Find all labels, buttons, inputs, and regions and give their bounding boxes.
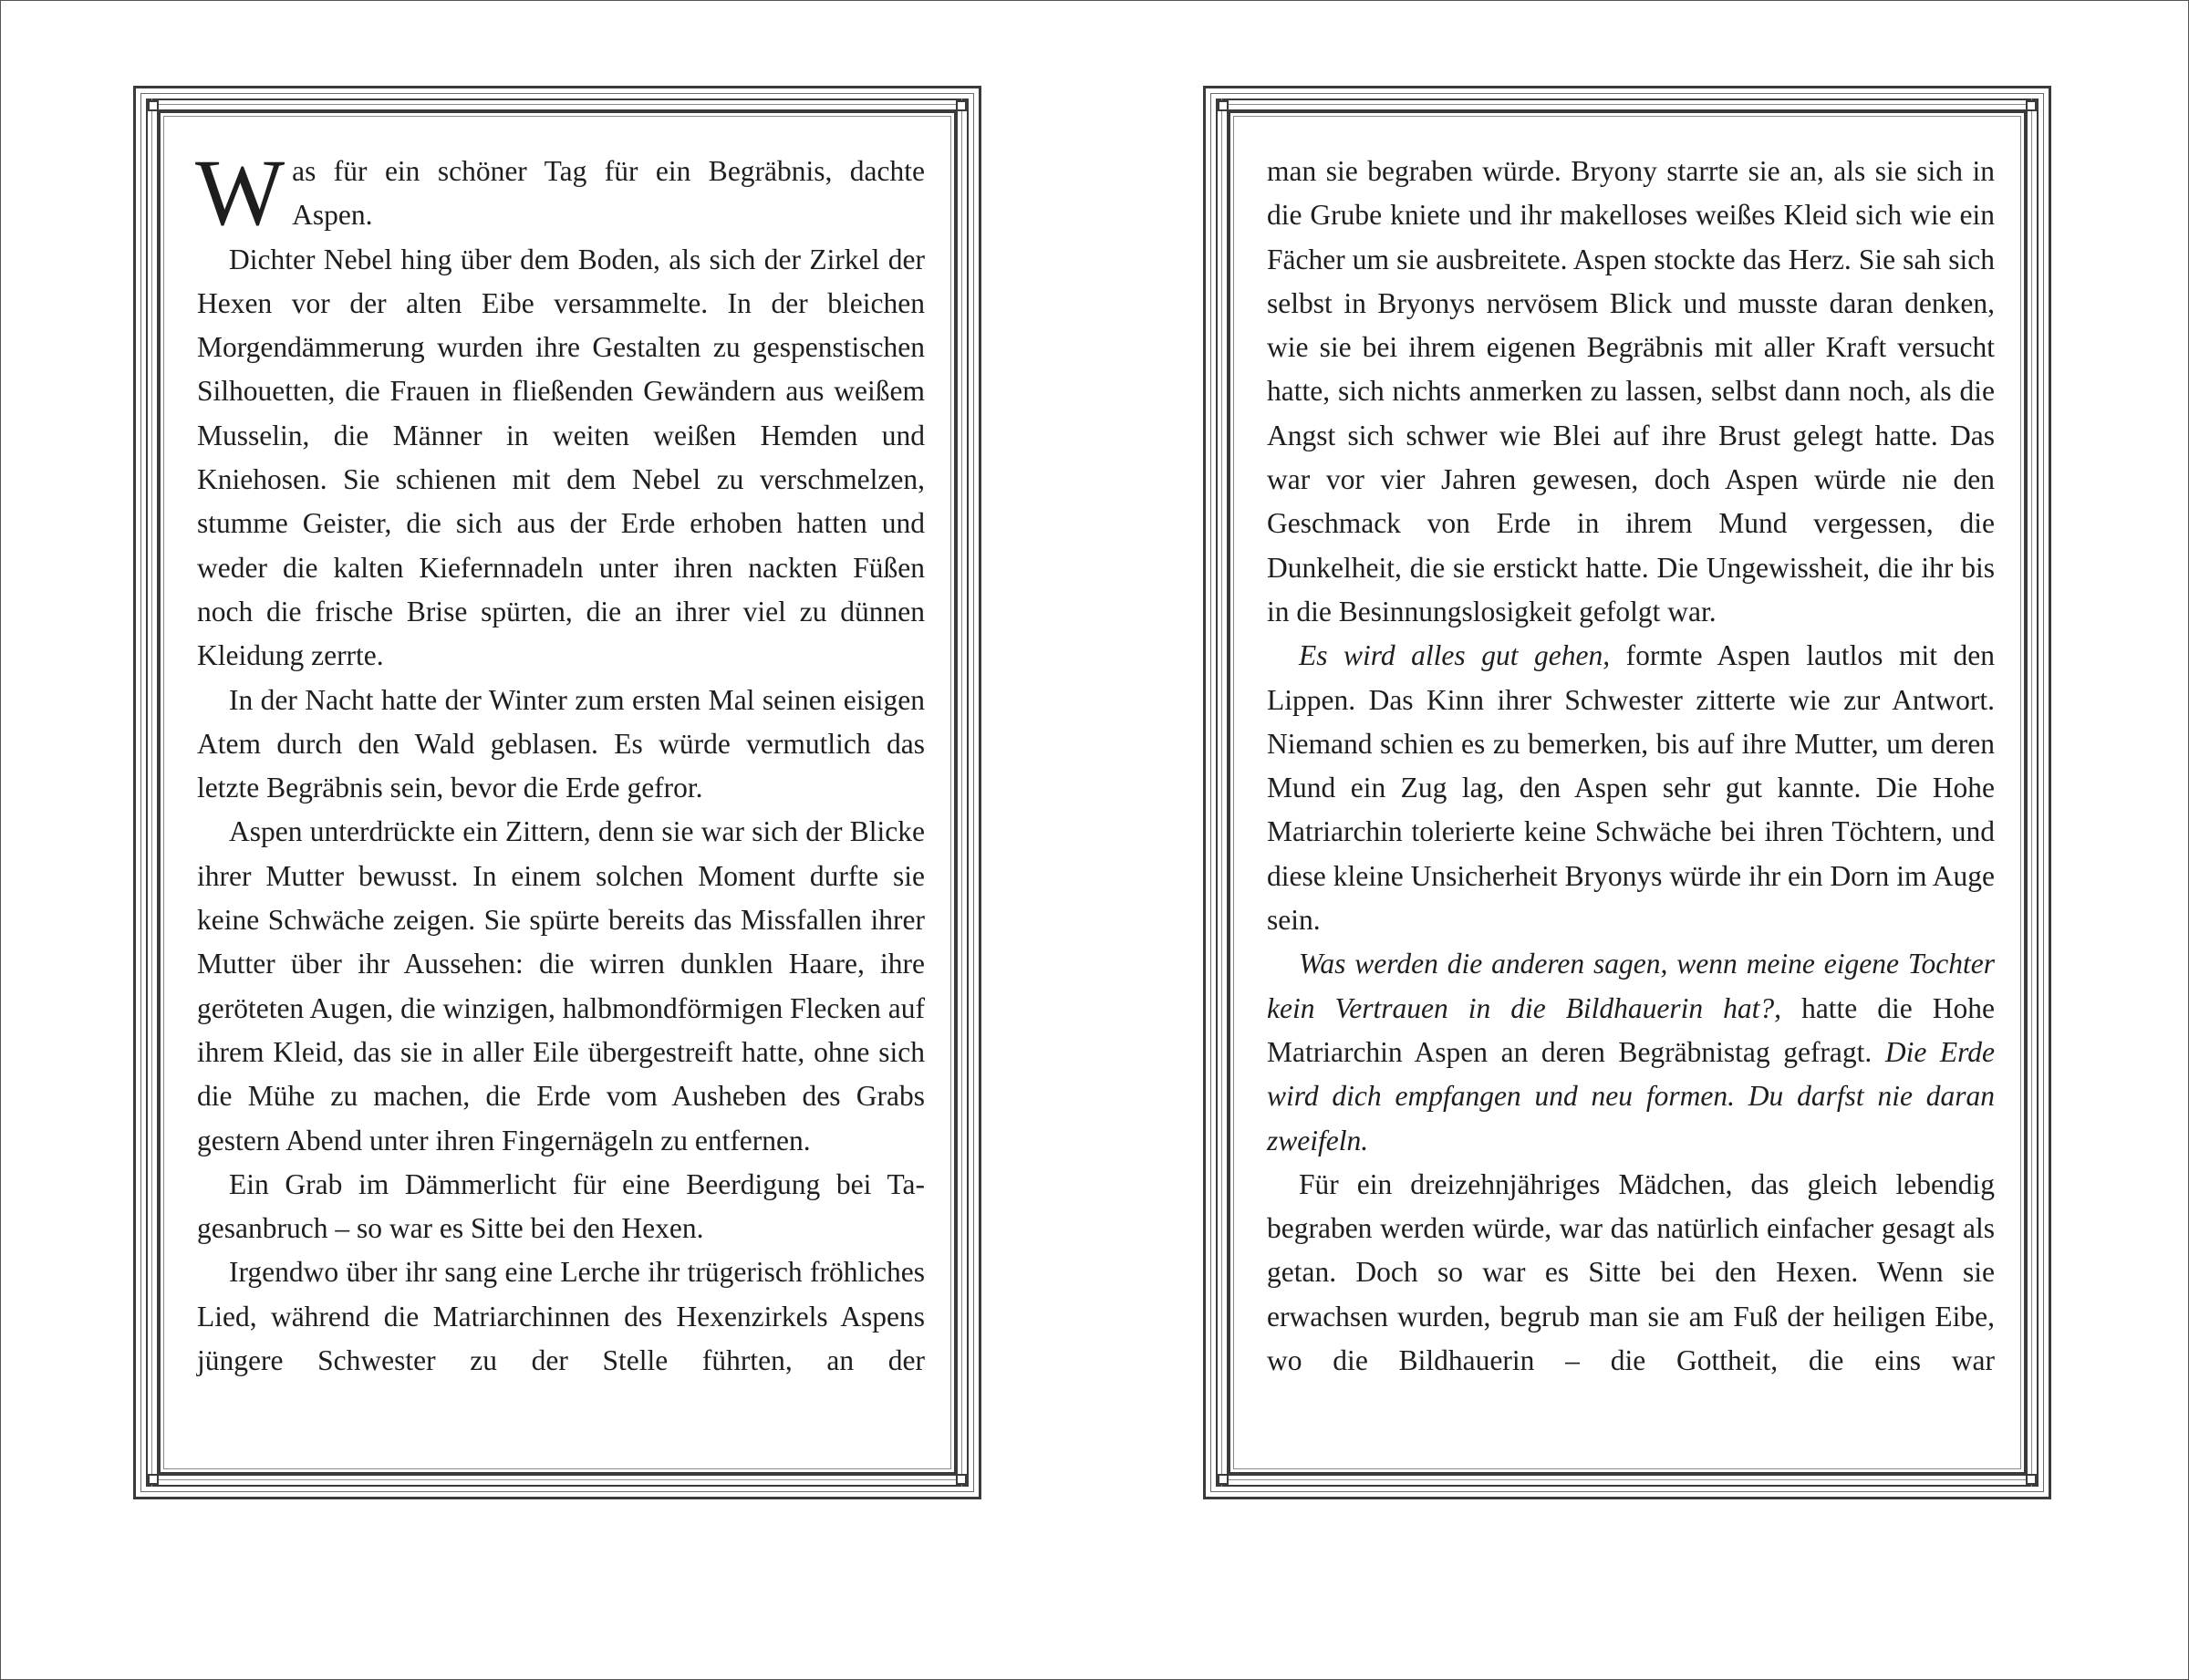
right-page [1203,86,2051,1499]
paragraph: Für ein dreizehnjähriges Mädchen, das gleich lebendig begraben werden würde, war das natürlich einfacher gesagt als getan. Doch so war es Sitte bei den Hexen. Wenn sie erwachsen wurden, begrub man sie am Fuß der heiligen Eibe, wo die Bildhauerin – die Gottheit, die eins war [1267,1167,1995,1377]
paragraph [1267,634,1995,942]
paragraph-text: hatte die Hohe Matriarchin Aspen an deren Begräbnistag gefragt. [1267,991,1995,1068]
paragraph-text: formte Aspen lautlos mit den Lippen. Das Kinn ihrer Schwester zitterte wie zur Antwort. Niemand schien es zu bemerken, bis auf ihre Mutter, um deren Mund ein Zug lag, den Aspen sehr gut kannte. Die Hohe Matriarchin tolerierte keine Schwäche bei ihren Töchtern, und diese kleine Unsicherheit Bryonys würde ihr ein Dorn im Auge sein. [1267,639,1995,937]
frame-border-top [146,99,969,111]
paragraph: Dichter Nebel hing über dem Boden, als sich der Zirkel der Hexen vor der alten Eibe versammelte. In der bleichen Morgendämmerung wurden ihre Gestalten zu gespenstischen Silhouetten, die Frauen in fließenden Gewändern aus weißem Musselin, die Männer in weiten weißen Hemden und Kniehosen. Sie schienen mit dem Nebel zu verschmelzen, stumme Geister, die sich aus der Erde erhoben hatten und weder die kalten Kiefernnadeln unter ihren nackten Füßen noch die frische Brise spürten, die an ihrer viel zu dünnen Kleidung zerrte. [197,243,925,672]
paragraph: Aspen unterdrückte ein Zittern, denn sie war sich der Blicke ihrer Mutter bewusst. In einem solchen Moment durfte sie keine Schwäche zeigen. Sie spürte bereits das Missfallen ihrer Mutter über ihr Aussehen: die wirren dunklen Haare, ihre geröteten Augen, die winzigen, halbmondförmigen Flecken auf ihrem Kleid, das sie in aller Eile übergestreift hatte, ohne sich die Mühe zu machen, die Erde vom Ausheben des Grabs gestern Abend unter ihren Fingernägeln zu entfernen. [197,815,925,1156]
right-page-text [1267,150,1995,1383]
frame-corner-ornament [2026,100,2037,111]
italic-text: Was werden die anderen sagen, wenn meine eigene Tochter kein Vertrauen in die Bildhauerin hat?, [1267,948,1995,1024]
frame-corner-ornament [1218,100,1229,111]
paragraph: Ein Grab im Dämmerlicht für eine Beerdigung bei Tagesanbruch – so war es Sitte bei den Hexen. [197,1167,925,1245]
frame-corner-ornament [956,100,967,111]
paragraph: man sie begraben würde. Bryony starrte sie an, als sie sich in die Grube kniete und ihr makelloses weißes Kleid sich wie ein Fächer um sie ausbreitete. Aspen stockte das Herz. Sie sah sich selbst in Bryonys nervösem Blick und musste daran denken, wie sie bei ihrem eigenen Begräbnis mit aller Kraft versucht hatte, sich nichts anmerken zu lassen, selbst dann noch, als die Angst sich schwer wie Blei auf ihre Brust gelegt hatte. Das war vor vier Jahren gewesen, doch Aspen würde nie den Geschmack von Erde in ihrem Mund vergessen, die Dunkelheit, die sie erstickt hatte. Die Ungewissheit, die ihr bis in die Besinnungslosigkeit gefolgt war. [1267,155,1995,627]
frame-corner-ornament [148,100,159,111]
frame-corner-ornament [1218,1474,1229,1485]
frame-border-right [956,99,969,1487]
frame-border-right [2026,99,2039,1487]
left-page [133,86,981,1499]
paragraph-text: as für ein schöner Tag für ein Begräbnis, dachte Aspen. [292,155,925,232]
frame-corner-ornament [148,1474,159,1485]
left-page-text [195,140,925,1383]
frame-border-top [1216,99,2039,111]
frame-corner-ornament [956,1474,967,1485]
frame-border-bottom [146,1474,969,1487]
italic-text: Es wird alles gut gehen, [1299,639,1611,672]
frame-border-left [146,99,159,1487]
frame-corner-ornament [2026,1474,2037,1485]
italic-text: Die Erde wird dich empfangen und neu formen. Du darfst nie daran zweifeln. [1267,1035,1995,1156]
paragraph: In der Nacht hatte der Winter zum ersten Mal seinen eisigen Atem durch den Wald geblasen. Es würde vermutlich das letzte Begräbnis sein, bevor die Erde gefror. [197,683,925,804]
drop-cap: W [195,140,285,245]
paragraph: Irgendwo über ihr sang eine Lerche ihr trügerisch fröhliches Lied, während die Matriarchinnen des Hexenzirkels Aspens jüngere Schwester zu der Stelle führten, an der [197,1256,925,1377]
paragraph [1267,942,1995,1162]
paragraph [195,140,925,245]
frame-border-left [1216,99,1229,1487]
frame-border-bottom [1216,1474,2039,1487]
